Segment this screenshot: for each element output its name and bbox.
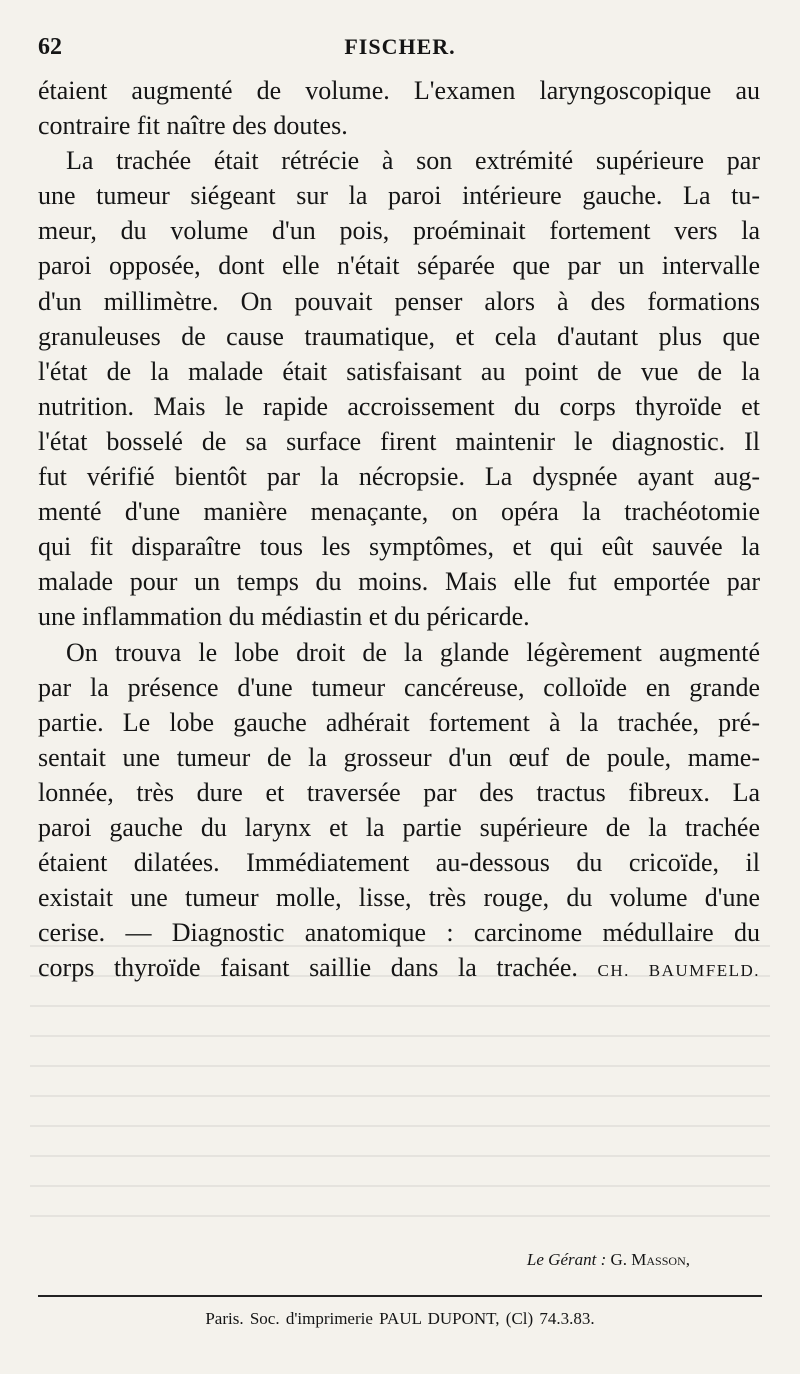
text-line: une inflammation du médiastin et du péricarde. [38, 602, 530, 632]
text-line: granuleuses de cause traumatique, et cela d'autant plus que [38, 321, 760, 351]
bleed-through-shadow [30, 945, 770, 1265]
text-line: l'état bosselé de sa surface firent maintenir le diagnostic. Il [38, 426, 760, 456]
text-line: cerise. — Diagnostic anatomique : carcinome médullaire du [38, 918, 760, 948]
text-line: étaient augmenté de volume. L'examen laryngoscopique au [38, 76, 760, 105]
footer-rule [38, 1295, 762, 1297]
running-head: FISCHER. [344, 34, 456, 59]
text-line: La trachée était rétrécie à son extrémité supérieure par [66, 146, 760, 176]
text-line: l'état de la malade était satisfaisant au point de vue de la [38, 356, 760, 386]
page-number: 62 [38, 34, 62, 60]
text-line: fut vérifié bientôt par la nécropsie. La dyspnée ayant aug- [38, 462, 760, 492]
text-line: qui fit disparaître tous les symptômes, et qui eût sauvée la [38, 532, 760, 562]
text-line: menté d'une manière menaçante, on opéra la trachéotomie [38, 497, 760, 527]
text-line: contraire fit naître des doutes. [38, 111, 348, 141]
text-line: sentait une tumeur de la grosseur d'un œuf de poule, mame- [38, 742, 760, 772]
text-line: par la présence d'une tumeur cancéreuse, colloïde en grande [38, 672, 760, 702]
text-line: partie. Le lobe gauche adhérait fortement à la trachée, pré- [38, 707, 760, 737]
page-header [38, 34, 762, 68]
final-sentence: corps thyroïde faisant saillie dans la trachée. [38, 953, 578, 983]
text-line: paroi gauche du larynx et la partie supérieure de la trachée [38, 812, 760, 842]
text-line: On trouva le lobe droit de la glande légèrement augmenté [66, 637, 760, 667]
text-line: malade pour un temps du moins. Mais elle fut emportée par [38, 567, 760, 597]
body-text [38, 73, 760, 988]
text-line: meur, du volume d'un pois, proéminait fortement vers la [38, 216, 760, 246]
gerant-line [527, 1250, 690, 1270]
gerant-name: G. Masson, [610, 1250, 690, 1269]
author-signature: CH. BAUMFELD. [597, 961, 761, 981]
text-line: lonnée, très dure et traversée par des tractus fibreux. La [38, 777, 760, 807]
text-line: étaient dilatées. Immédiatement au-dessous du cricoïde, il [38, 848, 760, 878]
text-line: une tumeur siégeant sur la paroi intérieure gauche. La tu- [38, 181, 760, 211]
text-line: nutrition. Mais le rapide accroissement du corps thyroïde et [38, 391, 760, 421]
text-line: paroi opposée, dont elle n'était séparée que par un intervalle [38, 251, 760, 281]
text-line: d'un millimètre. On pouvait penser alors à des formations [38, 286, 760, 316]
printer-imprint: Paris. Soc. d'imprimerie PAUL DUPONT, (Cl) 74.3.83. [205, 1309, 595, 1328]
text-line: existait une tumeur molle, lisse, très rouge, du volume d'une [38, 883, 760, 913]
gerant-label: Le Gérant : [526, 1250, 607, 1269]
